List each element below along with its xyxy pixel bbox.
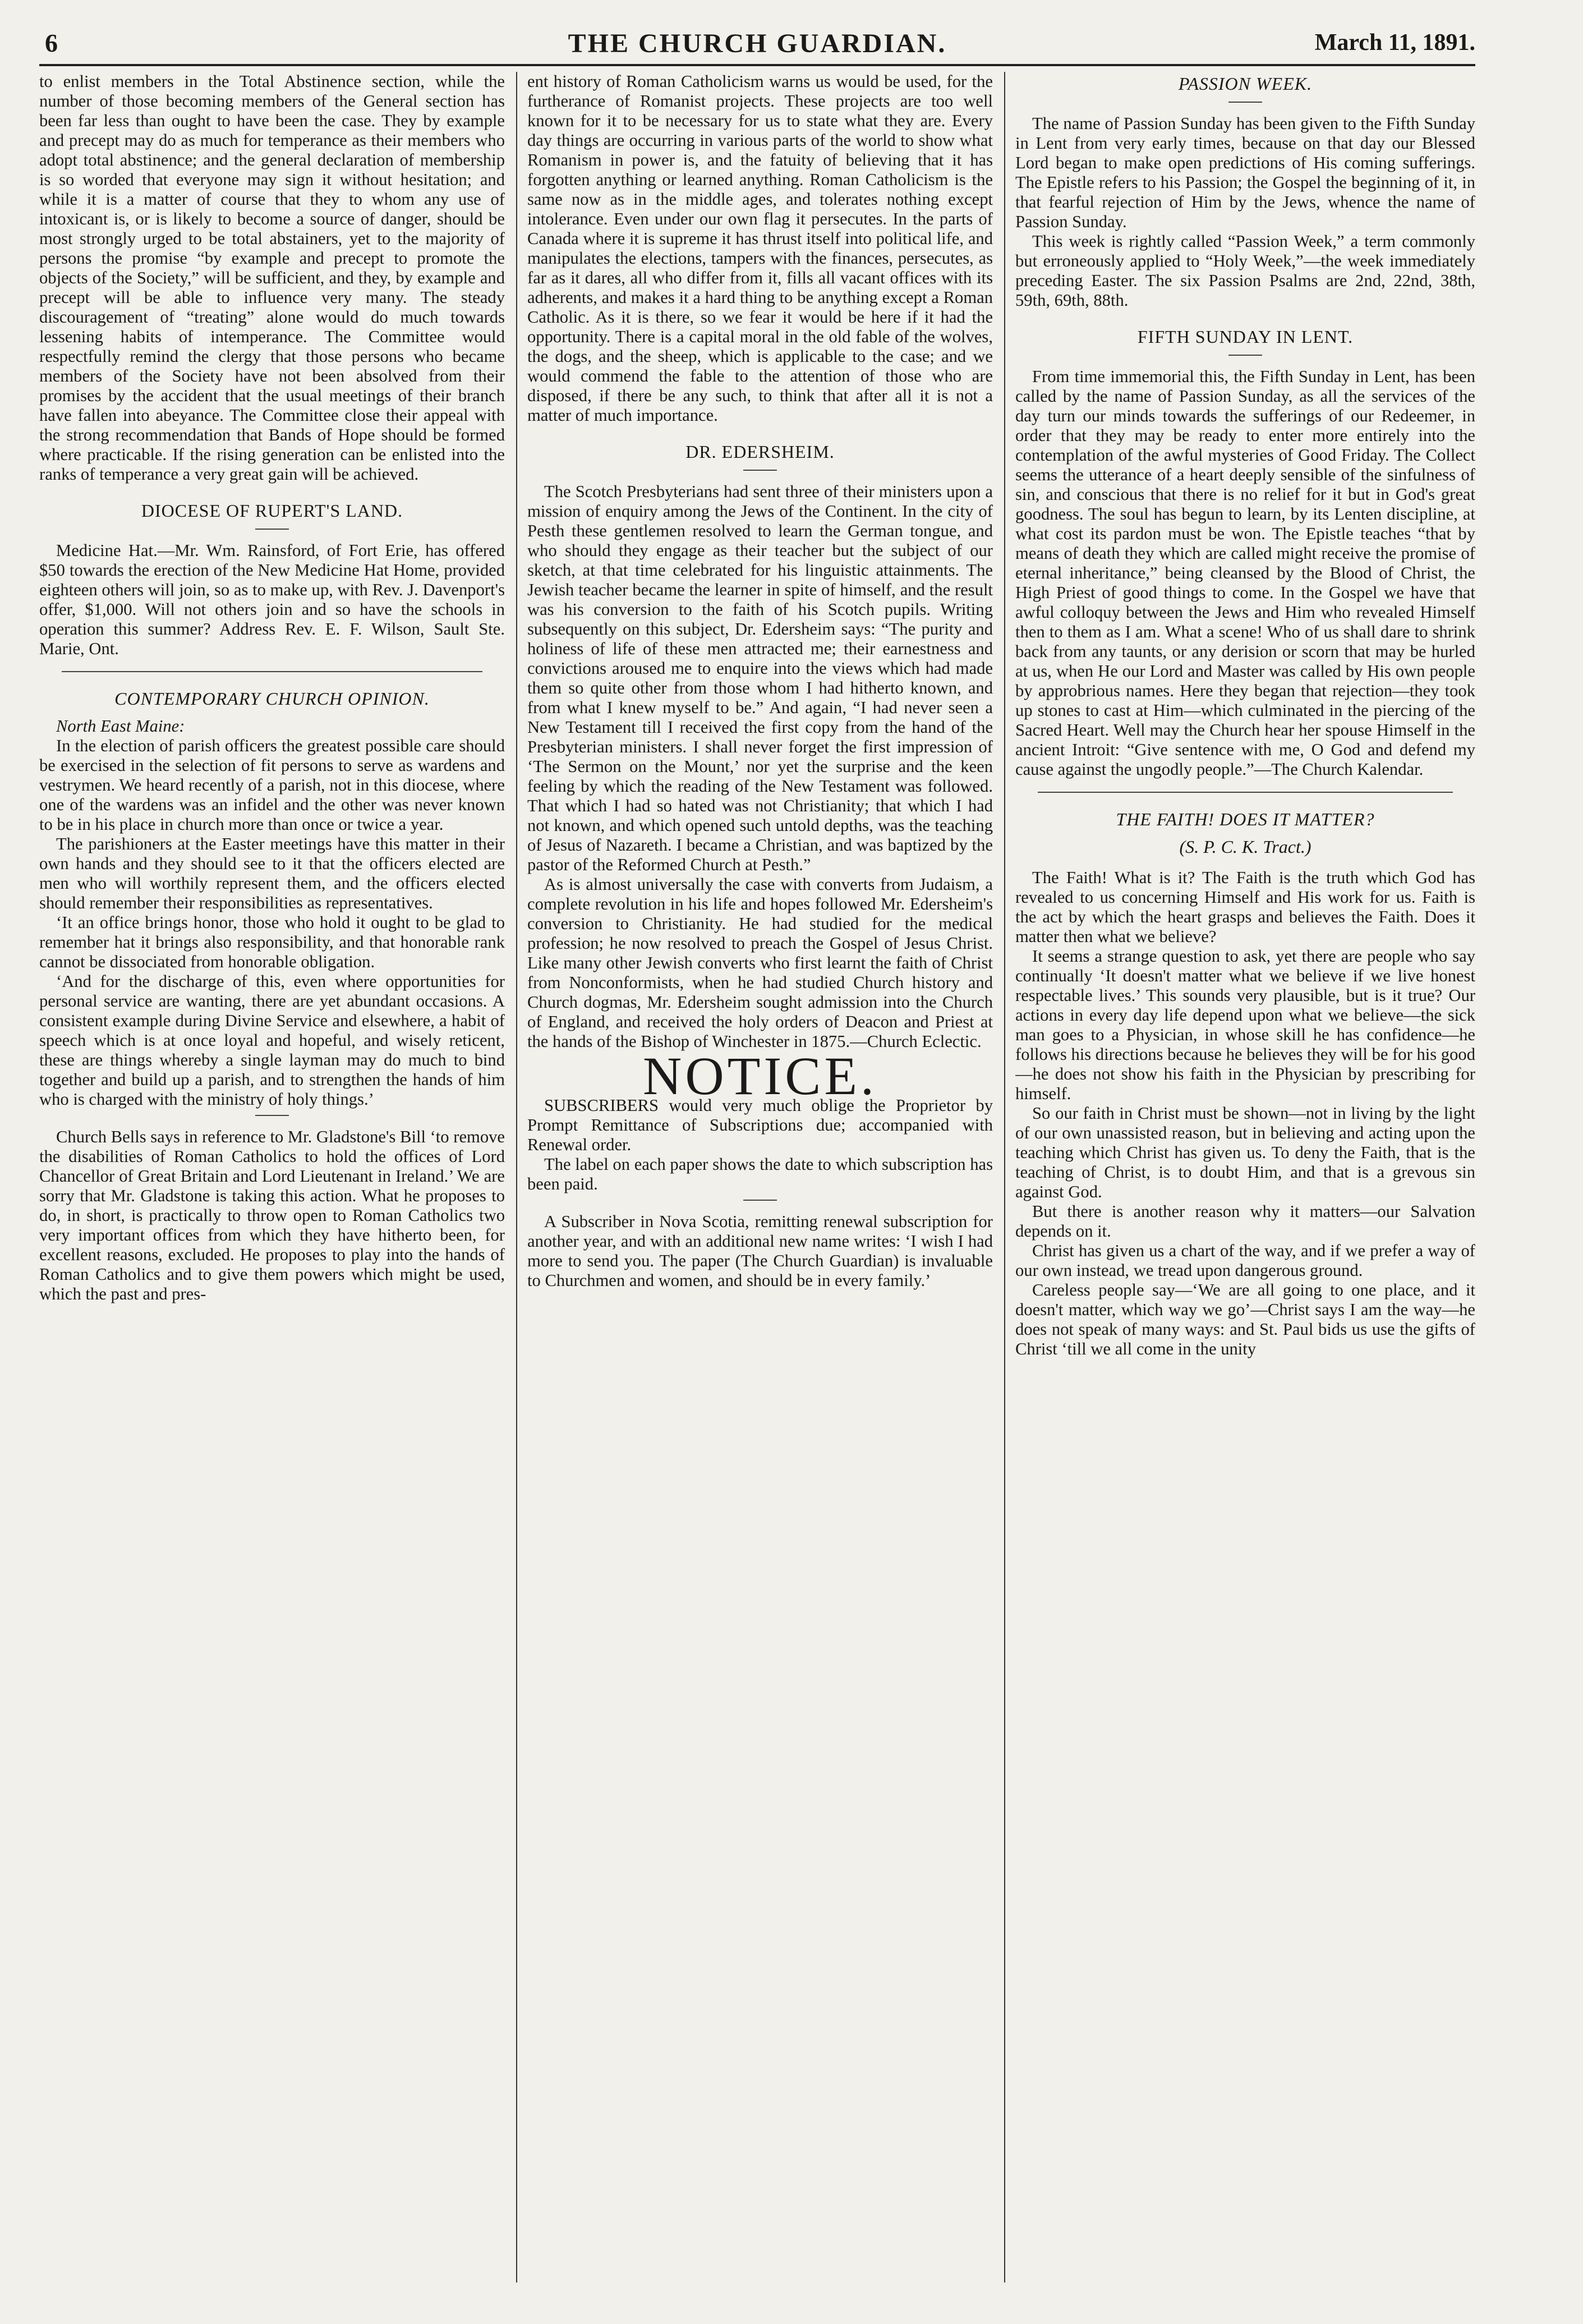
page-header — [39, 21, 1475, 66]
newspaper-page — [39, 21, 1475, 2288]
section-heading: DIOCESE OF RUPERT'S LAND. — [141, 500, 403, 521]
article-paragraph: Christ has given us a chart of the way, and if we prefer a way of our own instead, we tread upon dangerous ground. — [1015, 1241, 1475, 1280]
notice-paragraph: The label on each paper shows the date to which subscription has been paid. — [527, 1155, 993, 1193]
heading-rule — [1228, 102, 1262, 103]
article-paragraph: In the election of parish officers the greatest possible care should be exercised in the selection of fit persons to serve as wardens and vestrymen. We heard recently of a parish, not in this diocese, where one of the wardens was an infidel and the other was never known to be in his place in church more than once or twice a year. — [39, 736, 505, 834]
section-heading: THE FAITH! DOES IT MATTER? — [1116, 809, 1375, 829]
source-subhead: North East Maine: — [56, 717, 185, 736]
article-paragraph: The Scotch Presbyterians had sent three of their ministers upon a mission of enquiry among the Jews of the Continent. In the city of Pesth these gentlemen resolved to learn the German tongue, and who should they engage as their teacher but the subject of our sketch, at that time celebrated for his linguistic attainments. The Jewish teacher became the learner in spite of himself, and the result was his conversion to the faith of his Scotch pupils. Writing subsequently on this subject, Dr. Edersheim says: “The purity and holiness of life of these men attracted me; their earnestness and convictions aroused me to enquire into the views which had made them so quite other from those whom I had hitherto known, and from what I knew myself to be.” And again, “I had never seen a New Testament till I received the first copy from the hand of the Presbyterian ministers. I shall never forget the first impression of ‘The Sermon on the Mount,’ nor yet the surprise and the keen feeling by which the reading of the New Testament was followed. That which I had so hated was not Christianity; that which I had not known, and which opened such untold depths, was the teaching of Jesus of Nazareth. I became a Christian, and was baptized by the pastor of the Reformed Church at Pesth.” — [527, 482, 993, 874]
paragraph-rule — [743, 1200, 777, 1201]
article-paragraph: As is almost universally the case with converts from Judaism, a complete revolution in his life and hopes followed Mr. Edersheim's conversion to Christianity. He had studied for the medical profession; he now resolved to preach the Gospel of Jesus Christ. Like many other Jewish converts who first learnt the faith of Christ from Nonconformists, when he had studied Church history and Church dogmas, Mr. Edersheim sought admission into the Church of England, and received the holy orders of Deacon and Priest at the hands of the Bishop of Winchester in 1875.—Church Eclectic. — [527, 875, 993, 1051]
column-1 — [39, 72, 505, 2282]
column-2 — [527, 72, 993, 2282]
column-divider — [1004, 72, 1005, 2282]
heading-rule — [255, 529, 289, 530]
page-number: 6 — [45, 29, 58, 57]
section-heading: FIFTH SUNDAY IN LENT. — [1137, 327, 1354, 347]
article-paragraph: It seems a strange question to ask, yet there are people who say continually ‘It doesn't matter what we believe if we live honest respectable lives.’ This sounds very plausible, but is it true? Our actions in every day life depend upon what we believe—the sick man goes to a Physician, in whose skill he has confidence—he follows his directions because he believes they will be for his good—he does not show his faith in the Physician by prescribing for himself. — [1015, 947, 1475, 1103]
section-heading: PASSION WEEK. — [1178, 74, 1313, 94]
article-paragraph: Medicine Hat.—Mr. Wm. Rainsford, of Fort Erie, has offered $50 towards the erection of the New Medicine Hat Home, provided eighteen others will join, so as to make up, with Rev. J. Davenport's offer, $1,000. Will not others join and so have the schools in operation this summer? Address Rev. E. F. Wilson, Sault Ste. Marie, Ont. — [39, 541, 505, 658]
masthead-title: THE CHURCH GUARDIAN. — [568, 29, 947, 58]
issue-date: March 11, 1891. — [1314, 30, 1475, 56]
article-paragraph: From time immemorial this, the Fifth Sunday in Lent, has been called by the name of Passion Sunday, as all the services of the day turn our minds towards the sufferings of our Redeemer, in order that they may be ready to enter more entirely into the contemplation of the awful mysteries of Good Friday. The Collect seems the utterance of a heart deeply sensible of the sinfulness of sin, and conscious that there is no relief for it but in God's great goodness. The soul has begun to learn, by its Lenten discipline, at what cost its pardon must be won. The Epistle teaches “that by means of death they which are called might receive the promise of eternal inheritance,” being cleansed by the Blood of Christ, the High Priest of good things to come. In the Gospel we have that awful colloquy between the Jews and Him who revealed Himself then to them as I am. What a scene! Who of us shall dare to shrink back from any taunts, or any derision or scorn that may be hurled at us, when He our Lord and Master was called by His own people by approbrious names. Here they began that rejection—they took up stones to cast at Him—which culminated in the piercing of the Sacred Heart. Well may the Church hear her spouse Himself in the ancient Introit: “Give sentence with me, O God and defend my cause against the ungodly people.”—The Church Kalendar. — [1015, 367, 1475, 779]
article-paragraph: ‘And for the discharge of this, even where opportunities for personal service are wanting, there are yet abundant occasions. A consistent example during Divine Service and elsewhere, a habit of speech which is at once loyal and hopeful, and wisely reticent, these are things whereby a single layman may do much to bind together and build up a parish, and to strengthen the hands of him who is charged with the ministry of holy things.’ — [39, 972, 505, 1109]
article-paragraph: But there is another reason why it matters—our Salvation depends on it. — [1015, 1202, 1475, 1241]
article-paragraph: ent history of Roman Catholicism warns us would be used, for the furtherance of Romanist projects. These projects are too well known for it to be necessary for us to state what they are. Every day things are occurring in various parts of the world to show what Romanism in power is, and the fatuity of believing that it has forgotten anything or learned anything. Roman Catholicism is the same now as in the middle ages, and tolerates nothing except intolerance. Even under our own flag it persecutes. In the parts of Canada where it is supreme it has thrust itself into political life, and manipulates the elections, tampers with the finances, persecutes, as far as it dares, all who differ from it, fills all vacant offices with its adherents, and makes it a hard thing to be anything except a Roman Catholic. As it is there, so we fear it would be here if it had the opportunity. There is a capital moral in the old fable of the wolves, the dogs, and the sheep, which is applicable to the case; and we would commend the fable to the attention of those who are disposed, if there be any such, to think that after all it is not a matter of much importance. — [527, 72, 993, 425]
article-paragraph: The parishioners at the Easter meetings have this matter in their own hands and they should see to it that the officers elected are men who will worthily represent them, and the officers elected should remember their responsibilities as representatives. — [39, 834, 505, 912]
article-paragraph: The name of Passion Sunday has been given to the Fifth Sunday in Lent from very early times, because on that day our Blessed Lord began to make open predictions of His coming sufferings. The Epistle refers to his Passion; the Gospel the beginning of it, in that fearful rejection of Him by the Jews, whence the name of Passion Sunday. — [1015, 114, 1475, 231]
column-3 — [1015, 72, 1475, 2282]
article-paragraph: The Faith! What is it? The Faith is the truth which God has revealed to us concerning Himself and His work for us. Faith is the act by which the heart grasps and believes the Faith. Does it matter then what we believe? — [1015, 868, 1475, 946]
article-paragraph: Church Bells says in reference to Mr. Gladstone's Bill ‘to remove the disabilities of Roman Catholics to hold the offices of Lord Chancellor of Great Britain and Lord Lieutenant in Ireland.’ We are sorry that Mr. Gladstone is taking this action. What he proposes to do, in short, is practically to throw open to Roman Catholics two very important offices from which they have hitherto been, for excellent reasons, excluded. He proposes to play into the hands of Roman Catholics and to give them powers which might be used, which the past and pres- — [39, 1127, 505, 1303]
article-paragraph: So our faith in Christ must be shown—not in living by the light of our own unassisted reason, but in believing and acting upon the teaching which Christ has given us. To deny the Faith, that is the teaching of Christ, is to doubt Him, and that is a grevous sin against God. — [1015, 1104, 1475, 1201]
article-paragraph: This week is rightly called “Passion Week,” a term commonly but erroneously applied to “Holy Week,”—the week immediately preceding Easter. The six Passion Psalms are 2nd, 22nd, 38th, 59th, 69th, 88th. — [1015, 232, 1475, 310]
column-divider — [516, 72, 517, 2282]
heading-rule — [743, 470, 777, 471]
article-paragraph: ‘It an office brings honor, those who hold it ought to be glad to remember hat it brings also responsibility, and that honorable rank cannot be dissociated from honorable obligation. — [39, 913, 505, 971]
article-paragraph: to enlist members in the Total Abstinence section, while the number of those becoming members of the General section has been far less than ought to have been the case. They by example and precept may do as much for temperance as their members who adopt total abstinence; and the general declaration of membership is so worded that everyone may sign it without hesitation; and while it is a matter of course that they to whom any use of intoxicant is, or is likely to become a source of danger, should be most strongly urged to be total abstainers, yet to the majority of persons the promise “by example and precept to promote the objects of the Society,” will be sufficient, and they, by example and precept will be able to influence very many. The steady discouragement of “treating” alone would do much towards lessening habits of intemperance. The Committee would respectfully remind the clergy that those persons who became members of the Society have not been absolved from their promises by the accident that the usual meetings of their branch have fallen into abeyance. The Committee close their appeal with the strong recommendation that Bands of Hope should be formed where practicable. If the rising generation can be enlisted into the ranks of temperance a very great gain will be achieved. — [39, 72, 505, 484]
notice-paragraph: A Subscriber in Nova Scotia, remitting renewal subscription for another year, and with an additional new name writes: ‘I wish I had more to send you. The paper (The Church Guardian) is invaluable to Churchmen and women, and should be in every family.’ — [527, 1212, 993, 1290]
section-heading: DR. EDERSHEIM. — [685, 442, 835, 462]
notice-heading: NOTICE. — [643, 1046, 877, 1106]
tract-subheading: (S. P. C. K. Tract.) — [1179, 837, 1312, 857]
section-divider — [1038, 792, 1453, 793]
header-rule — [39, 64, 1475, 66]
notice-paragraph: SUBSCRIBERS would very much oblige the Proprietor by Prompt Remittance of Subscriptions due; accompanied with Renewal order. — [527, 1096, 993, 1154]
section-heading: CONTEMPORARY CHURCH OPINION. — [114, 688, 430, 709]
article-paragraph: Careless people say—‘We are all going to one place, and it doesn't matter, which way we go’—Christ says I am the way—he does not speak of many ways: and St. Paul bids us use the gifts of Christ ‘till we all come in the unity — [1015, 1280, 1475, 1358]
paragraph-rule — [255, 1115, 289, 1116]
section-divider — [62, 671, 482, 672]
heading-rule — [1228, 355, 1262, 356]
